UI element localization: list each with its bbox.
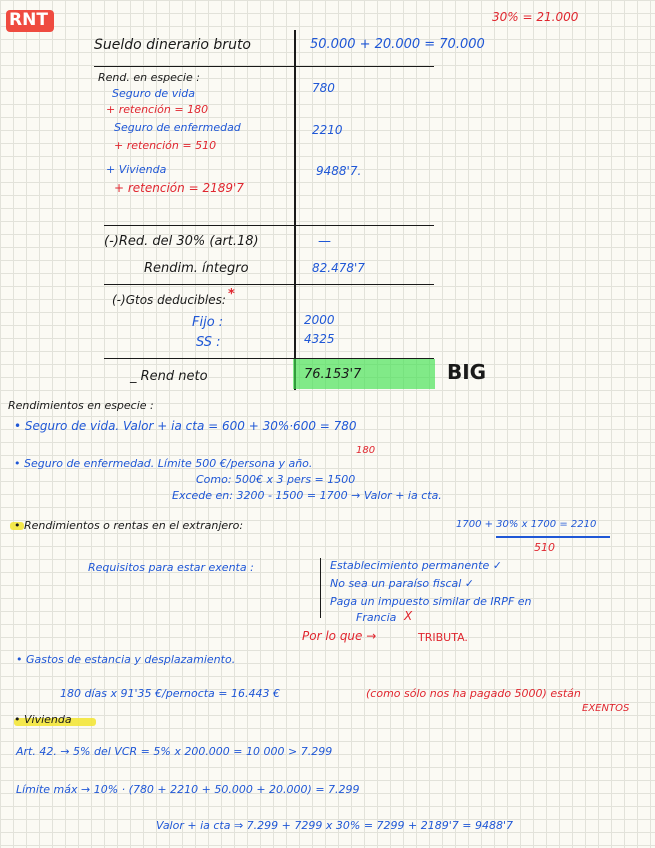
gastos-note: (como sólo nos ha pagado 5000) están: [366, 687, 581, 700]
excede-line: Excede en: 3200 - 1500 = 1700 → Valor + ia cta.: [172, 489, 442, 502]
tributa: TRIBUTA.: [418, 631, 468, 644]
requisitos-brace: [320, 558, 321, 618]
ret-enf-label: + retención = 510: [114, 139, 217, 152]
calc-1700: 1700 + 30% x 1700 = 2210: [456, 519, 597, 530]
table-top-line: [94, 66, 434, 67]
seguro-enf-180: 180: [356, 445, 376, 456]
extranjero-heading: • Rendimientos o rentas en el extranjero:: [14, 519, 244, 532]
ret-viv-label: + retención = 2189'7: [114, 181, 244, 195]
rnt-tag: RNT: [9, 10, 48, 30]
art42-line: Art. 42. → 5% del VCR = 5% x 200.000 = 10 000 > 7.299: [16, 745, 333, 758]
table-vertical-line: [294, 30, 296, 390]
valor-final-line: Valor + ia cta ⇒ 7.299 + 7299 x 30% = 7299 + 2189'7 = 9488'7: [156, 819, 513, 832]
requisitos-label: Requisitos para estar exenta :: [88, 561, 254, 574]
gastos-heading: • Gastos de estancia y desplazamiento.: [16, 653, 236, 666]
ret-vida-label: + retención = 180: [106, 103, 209, 116]
asterisk: *: [228, 287, 235, 302]
seguro-vida-label: Seguro de vida: [112, 87, 195, 100]
calc-1700-underline: [496, 536, 610, 538]
seguro-enf-label: Seguro de enfermedad: [114, 121, 241, 134]
req1: Establecimiento permanente ✓: [330, 559, 502, 572]
limite-line: Límite máx → 10% · (780 + 2210 + 50.000 + 20.000) = 7.299: [16, 783, 360, 796]
val-vida: 780: [312, 81, 335, 95]
sueldo-label: Sueldo dinerario bruto: [94, 37, 251, 53]
fijo-label: Fijo :: [192, 315, 224, 330]
req3: Paga un impuesto similar de IRPF en: [330, 595, 532, 608]
gastos-calc: 180 días x 91'35 €/pernocta = 16.443 €: [60, 687, 280, 700]
req2: No sea un paraíso fiscal ✓: [330, 577, 475, 590]
como-line: Como: 500€ x 3 pers = 1500: [196, 473, 356, 486]
seguro-enf-line: • Seguro de enfermedad. Límite 500 €/persona y año.: [14, 457, 313, 470]
exentos: EXENTOS: [582, 703, 630, 714]
top-note: 30% = 21.000: [492, 10, 579, 24]
req3b: Francia: [356, 611, 397, 624]
integro-label: Rendim. íntegro: [144, 261, 249, 276]
vivienda-label: + Vivienda: [106, 163, 167, 176]
big-label: BIG: [447, 360, 487, 384]
neto-value: 76.153'7: [304, 367, 362, 382]
integro-value: 82.478'7: [312, 261, 365, 275]
req3-mark: X: [404, 609, 413, 623]
ss-value: 4325: [304, 332, 335, 346]
rend-especie-heading: Rendimientos en especie :: [8, 399, 154, 412]
sueldo-value: 50.000 + 20.000 = 70.000: [310, 37, 485, 52]
fijo-value: 2000: [304, 313, 335, 327]
table-line-integro: [104, 284, 434, 285]
val-enf: 2210: [312, 123, 343, 137]
red30-value: —: [318, 234, 331, 249]
por-lo-que: Por lo que →: [302, 629, 377, 643]
table-line-red: [104, 225, 434, 226]
rend-especie-title: Rend. en especie :: [98, 71, 200, 84]
seguro-vida-line: • Seguro de vida. Valor + ia cta = 600 + 30%·600 = 780: [14, 419, 357, 433]
gtos-label: (-)Gtos deducibles:: [112, 293, 226, 307]
ss-label: SS :: [196, 335, 221, 350]
red30-label: (-)Red. del 30% (art.18): [104, 234, 259, 249]
calc-510: 510: [534, 541, 555, 554]
val-viv: 9488'7.: [316, 164, 362, 178]
neto-label: _ Rend neto: [130, 369, 208, 384]
vivienda-heading: • Vivienda: [14, 713, 72, 726]
